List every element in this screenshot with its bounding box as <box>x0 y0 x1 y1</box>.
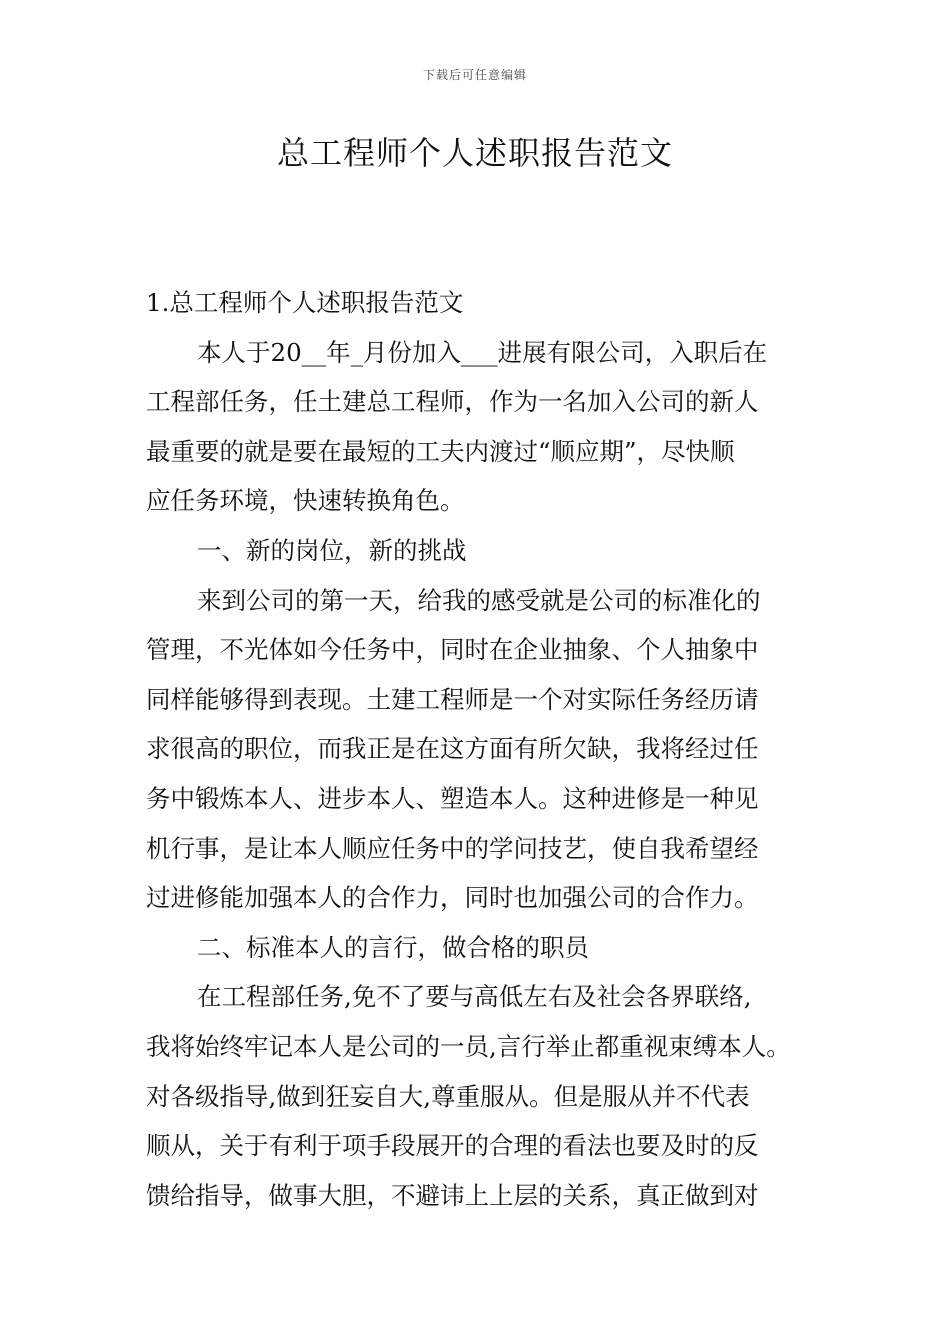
text-line: 顺从，关于有利于项手段展开的合理的看法也要及时的反 <box>146 1131 759 1161</box>
document-title: 总工程师个人述职报告范文 <box>276 134 673 172</box>
text-line: 工程部任务，任土建总工程师，作为一名加入公司的新人 <box>146 387 759 417</box>
text-line: 过进修能加强本人的合作力，同时也加强公司的合作力。 <box>146 883 759 913</box>
text-line: 馈给指导，做事大胆，不避讳上上层的关系，真正做到对 <box>146 1180 759 1210</box>
text-line: 同样能够得到表现。土建工程师是一个对实际任务经历请 <box>146 684 759 714</box>
text-line: 机行事，是让本人顺应任务中的学问技艺，使自我希望经 <box>146 833 759 863</box>
text-line: 务中锻炼本人、进步本人、塑造本人。这种进修是一种见 <box>146 783 759 813</box>
text-line: 我将始终牢记本人是公司的一员,言行举止都重视束缚本人。 <box>146 1031 791 1061</box>
text-line: 本人于20__年_月份加入___进展有限公司，入职后在 <box>197 337 768 367</box>
text-line: 对各级指导,做到狂妄自大,尊重服从。但是服从并不代表 <box>146 1081 750 1111</box>
text-line: 一、新的岗位，新的挑战 <box>197 535 467 565</box>
text-line: 求很高的职位，而我正是在这方面有所欠缺，我将经过任 <box>146 734 759 764</box>
text-line: 来到公司的第一天，给我的感受就是公司的标准化的 <box>197 585 761 615</box>
header-note: 下载后可任意编辑 <box>422 68 527 82</box>
text-line: 管理，不光体如今任务中，同时在企业抽象、个人抽象中 <box>146 635 759 665</box>
text-line: 最重要的就是要在最短的工夫内渡过“顺应期”，尽快顺 <box>146 436 735 466</box>
text-line: 1.总工程师个人述职报告范文 <box>146 288 464 317</box>
document-body <box>146 278 808 1220</box>
text-line: 二、标准本人的言行，做合格的职员 <box>197 932 589 962</box>
text-line: 应任务环境，快速转换角色。 <box>146 486 465 516</box>
text-line: 在工程部任务,免不了要与高低左右及社会各界联络, <box>197 982 752 1012</box>
